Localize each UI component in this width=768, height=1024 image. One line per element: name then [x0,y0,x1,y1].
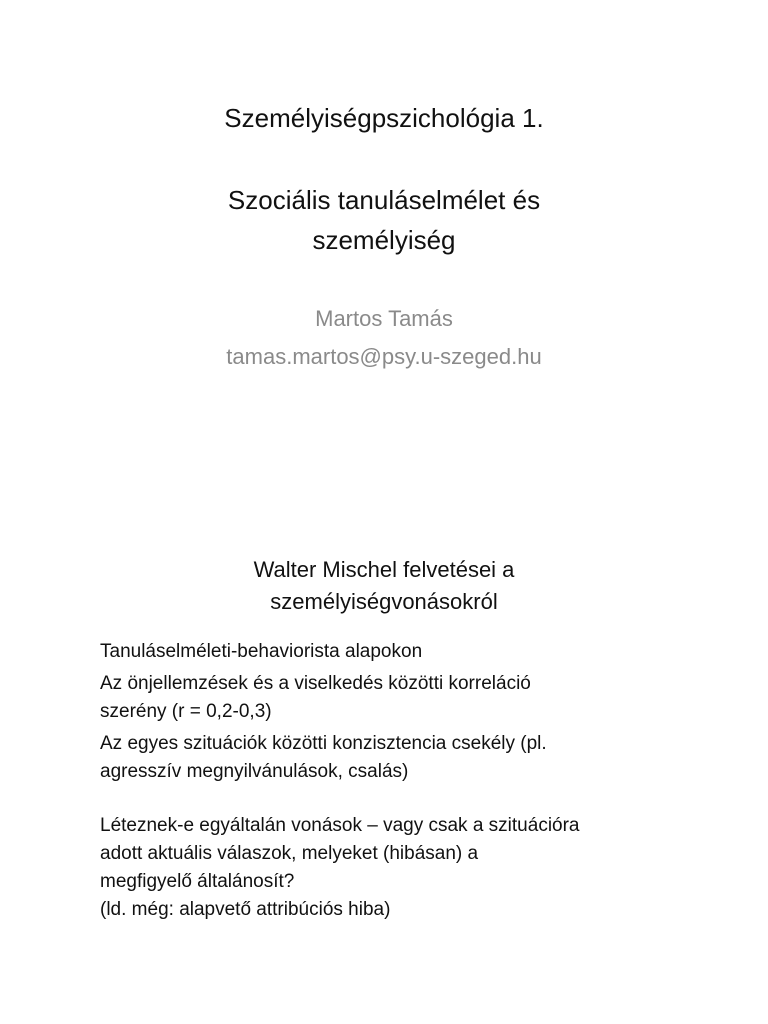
bullet-line: Léteznek-e egyáltalán vonások – vagy csak a szituációra [100,815,580,836]
slide-subtitle [0,180,768,260]
bullet-line: adott aktuális válaszok, melyeket (hibásan) a [100,843,479,864]
author-name: Martos Tamás [315,306,453,331]
bullet-line: Tanuláselméleti-behaviorista alapokon [100,641,423,662]
bullet-line: agresszív megnyilvánulások, csalás) [100,761,409,782]
bullet-line: Az egyes szituációk közötti konzisztencia csekély (pl. [100,733,547,754]
subtitle-line-2: személyiség [312,225,456,255]
bullet-item [100,670,700,726]
bullet-line: Az önjellemzések és a viselkedés közötti korreláció [100,673,531,694]
title-slide [0,0,768,510]
content-slide [0,510,768,1024]
subtitle-line-1: Szociális tanuláselmélet és [227,185,541,215]
author-email: tamas.martos@psy.u-szeged.hu [226,344,542,369]
slide-title: Személyiségpszichológia 1. [224,103,544,133]
bullet-line: megfigyelő általánosít? [100,871,295,892]
content-title-line-2: személyiségvonásokról [270,589,498,614]
content-slide-title [0,554,768,618]
content-title-line-1: Walter Mischel felvetései a [253,557,515,582]
bullet-list [100,638,700,928]
bullet-line: szerény (r = 0,2-0,3) [100,701,272,722]
bullet-item [100,812,700,924]
author-block [0,300,768,376]
bullet-item [100,730,700,786]
bullet-item [100,638,700,666]
bullet-line: (ld. még: alapvető attribúciós hiba) [100,899,391,920]
